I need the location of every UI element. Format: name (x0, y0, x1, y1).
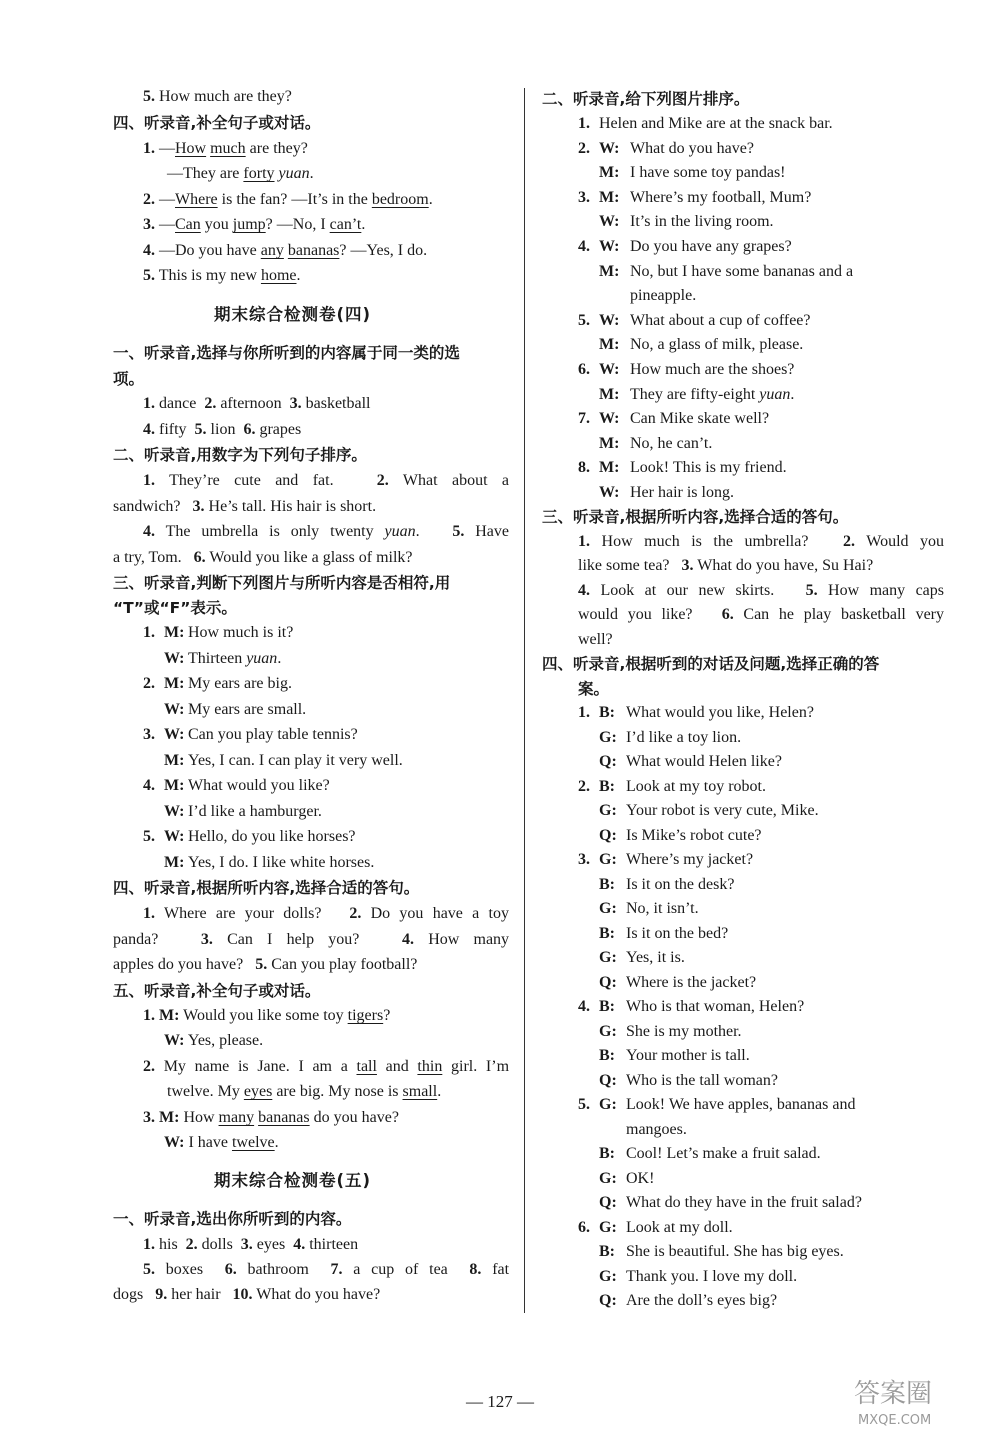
line-text: What about a cup of coffee? (630, 311, 811, 329)
answer-line: 2. —Where is the fan? —It’s in the bedroom. (143, 191, 433, 208)
dialogue-line (578, 800, 819, 822)
answer-line: like some tea? 3. What do you have, Su Hai? (578, 557, 874, 574)
speaker-label: M: (164, 853, 185, 871)
line-text: Your robot is very cute, Mike. (626, 802, 819, 819)
dialogue-line (578, 1070, 778, 1092)
section-heading: 项。 (113, 370, 145, 388)
line-text: Where is the jacket? (626, 973, 757, 991)
line-text: She is beautiful. She has big eyes. (626, 1243, 844, 1260)
speaker-label: W: (599, 484, 620, 501)
answer-line: 5. How much are they? (143, 88, 292, 105)
line-text: Her hair is long. (630, 484, 734, 501)
speaker-label: G: (599, 900, 617, 917)
speaker-label: G: (599, 1267, 617, 1285)
line-text: Look! We have apples, bananas and (626, 1096, 856, 1113)
line-text: OK! (626, 1169, 655, 1187)
dialogue-line (578, 285, 696, 307)
section-heading: “T”或“F”表示。 (113, 599, 237, 617)
speaker-label: B: (599, 998, 615, 1015)
item-number: 1. (578, 115, 590, 132)
test-title: 期末综合检测卷(五) (214, 1171, 372, 1190)
dialogue-line (143, 852, 374, 874)
dialogue-line (578, 236, 792, 258)
line-text: Helen and Mike are at the snack bar. (599, 115, 833, 132)
line-text: She is my mother. (626, 1022, 742, 1040)
answer-line: 4. fifty 5. lion 6. grapes (143, 421, 302, 438)
speaker-label: G: (599, 851, 617, 868)
line-text: pineapple. (630, 287, 697, 305)
item-number: 7. (578, 410, 590, 428)
speaker-label: M: (164, 777, 185, 794)
speaker-label: W: (164, 700, 185, 718)
speaker-label: M: (599, 164, 620, 182)
line-text: What would Helen like? (626, 753, 782, 770)
speaker-label: M: (599, 434, 620, 452)
line-text: I’d like a toy lion. (626, 728, 742, 746)
section-heading: 三、听录音,根据所听内容,选择合适的答句。 (542, 508, 849, 526)
dialogue-line (578, 947, 685, 969)
dialogue-line (143, 750, 403, 772)
answer-line: 1. —How much are they? (143, 140, 308, 157)
line-text: Can you play table tennis? (188, 726, 358, 743)
section-heading: 一、听录音,选择与你所听到的内容属于同一类的选 (113, 344, 460, 362)
dialogue-line (578, 727, 741, 749)
line-text: Yes, I can. I can play it very well. (188, 751, 403, 769)
section-heading: 二、听录音,给下列图片排序。 (542, 90, 750, 108)
line-text: No, it isn’t. (626, 900, 699, 917)
speaker-label: B: (599, 924, 615, 942)
italic-word: yuan (246, 649, 278, 667)
line-text: It’s in the living room. (630, 213, 774, 231)
italic-word: yuan (759, 385, 791, 403)
speaker-label: W: (164, 828, 185, 845)
dialogue-line (578, 482, 734, 504)
speaker-label: B: (599, 1243, 615, 1260)
dialogue-line (578, 1094, 855, 1116)
answer-line: 5. This is my new home. (143, 267, 301, 284)
answer-line: 3. M: How many bananas do you have? (143, 1109, 399, 1126)
dialogue-line (578, 1045, 750, 1067)
section-heading: 案。 (578, 680, 610, 698)
speaker-label: W: (164, 726, 185, 743)
test-title: 期末综合检测卷(四) (214, 305, 372, 324)
line-text: Are the doll’s eyes big? (626, 1292, 778, 1309)
item-number: 1. (578, 704, 590, 721)
item-number: 4. (578, 998, 590, 1015)
dialogue-line (578, 1143, 821, 1165)
dialogue-line (578, 898, 699, 920)
dialogue-line (143, 826, 356, 848)
line-text: Do you have any grapes? (630, 238, 792, 255)
answer-line: a try, Tom. 6. Would you like a glass of milk? (113, 549, 413, 566)
dialogue-line (578, 972, 756, 994)
dialogue-line (143, 724, 358, 746)
dialogue-line (578, 1290, 777, 1312)
speaker-label: W: (599, 238, 620, 255)
item-number: 5. (578, 311, 590, 329)
dialogue-line (578, 211, 774, 233)
item-number: 2. (578, 139, 590, 157)
line-text: Where’s my jacket? (626, 851, 754, 868)
line-end: . (790, 385, 795, 403)
speaker-label: W: (164, 802, 185, 820)
answer-line: dogs 9. her hair 10. What do you have? (113, 1286, 381, 1303)
answer-line: twelve. My eyes are big. My nose is small. (167, 1083, 442, 1100)
item-number: 2. (578, 777, 590, 795)
dialogue-line (578, 334, 803, 356)
line-text: My ears are small. (188, 700, 307, 718)
section-heading: 一、听录音,选出你所听到的内容。 (113, 1210, 352, 1228)
dialogue-line (578, 874, 734, 896)
dialogue-line (578, 849, 753, 871)
item-number: 5. (578, 1096, 590, 1113)
line-text: Can Mike skate well? (630, 410, 770, 428)
dialogue-line (578, 1217, 733, 1239)
dialogue-line (578, 702, 814, 724)
speaker-label: M: (164, 751, 185, 769)
answer-line: 1. How much is the umbrella? 2. Would you (578, 533, 945, 550)
speaker-label: M: (164, 675, 185, 692)
item-number: 8. (578, 459, 590, 477)
speaker-label: G: (599, 949, 617, 966)
speaker-label: Q: (599, 1071, 617, 1089)
page-number: — 127 — (466, 1392, 534, 1411)
speaker-label: B: (599, 777, 615, 795)
speaker-label: G: (599, 1169, 617, 1187)
line-text: Look at my doll. (626, 1218, 733, 1236)
item-number: 6. (578, 361, 590, 378)
dialogue-line (578, 187, 811, 209)
speaker-label: Q: (599, 753, 617, 770)
answer-line: 4. The umbrella is only twenty yuan. 5. Have (143, 523, 510, 540)
speaker-label: G: (599, 1022, 617, 1040)
column-divider (524, 88, 525, 1313)
speaker-label: B: (599, 704, 615, 721)
dialogue-line (578, 138, 754, 160)
line-text: Who is that woman, Helen? (626, 998, 805, 1015)
line-text: No, a glass of milk, please. (630, 336, 804, 354)
item-number: 5. (143, 828, 155, 845)
dialogue-line (143, 775, 330, 797)
speaker-label: M: (599, 385, 620, 403)
item-number: 3. (578, 188, 590, 206)
dialogue-line (578, 1241, 844, 1263)
answer-line: W: I have twelve. (164, 1134, 279, 1151)
line-text: How much is it? (188, 624, 294, 641)
answer-line: would you like? 6. Can he play basketball very (578, 606, 944, 623)
line-text: What do they have in the fruit salad? (626, 1194, 862, 1211)
line-text: No, but I have some bananas and a (630, 262, 854, 280)
dialogue-line (143, 648, 281, 670)
answer-line: W: Yes, please. (164, 1032, 264, 1049)
speaker-label: W: (599, 139, 620, 157)
dialogue-line (578, 1021, 742, 1043)
line-text: Thirteen (188, 649, 247, 667)
dialogue-line (578, 1119, 687, 1141)
line-text: What would you like, Helen? (626, 704, 814, 721)
line-text: What do you have? (630, 139, 754, 157)
line-text: What would you like? (188, 777, 330, 794)
line-text: mangoes. (626, 1120, 687, 1138)
watermark-logo (850, 1372, 970, 1432)
answer-line: apples do you have? 5. Can you play football? (113, 956, 418, 973)
dialogue-line (578, 384, 794, 406)
speaker-label: G: (599, 728, 617, 746)
speaker-label: G: (599, 1218, 617, 1236)
line-text: No, he can’t. (630, 434, 713, 452)
line-text: I have some toy pandas! (630, 164, 786, 182)
dialogue-line (578, 996, 804, 1018)
line-text: Is Mike’s robot cute? (626, 826, 762, 844)
answer-line: well? (578, 631, 613, 648)
line-text: Your mother is tall. (626, 1047, 750, 1064)
answer-line: 4. Look at our new skirts. 5. How many caps (578, 582, 945, 599)
answer-line: 1. Where are your dolls? 2. Do you have a toy (143, 905, 509, 922)
speaker-label: Q: (599, 1292, 617, 1309)
item-number: 4. (143, 777, 155, 794)
section-heading: 四、听录音,根据听到的对话及问题,选择正确的答 (542, 655, 880, 673)
speaker-label: W: (599, 213, 620, 231)
section-heading: 二、听录音,用数字为下列句子排序。 (113, 446, 367, 464)
speaker-label: M: (599, 336, 620, 354)
speaker-label: G: (599, 802, 617, 819)
line-text: Cool! Let’s make a fruit salad. (626, 1145, 821, 1162)
line-text: Is it on the bed? (626, 924, 729, 942)
line-text: Is it on the desk? (626, 875, 735, 893)
speaker-label: B: (599, 875, 615, 893)
dialogue-line (143, 673, 292, 695)
speaker-label: W: (164, 649, 185, 667)
answer-line: 1. dance 2. afternoon 3. basketball (143, 395, 371, 412)
speaker-label: G: (599, 1096, 617, 1113)
answer-line: 1. They’re cute and fat. 2. What about a (143, 472, 510, 489)
line-text: I’d like a hamburger. (188, 802, 322, 820)
dialogue-line (143, 801, 322, 823)
section-heading: 四、听录音,根据所听内容,选择合适的答句。 (113, 879, 420, 897)
answer-line: 5. boxes 6. bathroom 7. a cup of tea 8. fat (143, 1261, 510, 1278)
line-text: Look at my toy robot. (626, 777, 766, 795)
speaker-label: B: (599, 1047, 615, 1064)
section-heading: 五、听录音,补全句子或对话。 (113, 982, 321, 1000)
speaker-label: M: (599, 188, 620, 206)
answer-line: —They are forty yuan. (167, 165, 314, 182)
dialogue-line (578, 776, 766, 798)
dialogue-line (578, 408, 769, 430)
dialogue-line (578, 923, 728, 945)
line-text: Yes, I do. I like white horses. (188, 853, 375, 871)
dialogue-line (578, 1192, 862, 1214)
speaker-label: M: (599, 459, 620, 477)
speaker-label: W: (599, 361, 620, 378)
item-number: 3. (578, 851, 590, 868)
dialogue-line (578, 261, 853, 283)
item-number: 3. (143, 726, 155, 743)
line-end: . (277, 649, 282, 667)
speaker-label: Q: (599, 1194, 617, 1211)
speaker-label: M: (599, 262, 620, 280)
answer-line: panda? 3. Can I help you? 4. How many (113, 931, 510, 948)
dialogue-line (578, 113, 833, 135)
answer-line: sandwich? 3. He’s tall. His hair is short. (113, 498, 377, 515)
dialogue-line (578, 457, 787, 479)
dialogue-line (143, 699, 306, 721)
line-text: Who is the tall woman? (626, 1071, 778, 1089)
dialogue-line (578, 433, 712, 455)
dialogue-line (143, 622, 293, 644)
speaker-label: M: (164, 624, 185, 641)
answer-line: 1. M: Would you like some toy tigers? (143, 1007, 391, 1024)
section-heading: 四、听录音,补全句子或对话。 (113, 114, 321, 132)
speaker-label: Q: (599, 826, 617, 844)
watermark-url: MXQE.COM (858, 1413, 932, 1428)
dialogue-line (578, 1266, 797, 1288)
dialogue-line (578, 751, 782, 773)
item-number: 2. (143, 675, 155, 692)
dialogue-line (578, 1168, 654, 1190)
answer-line: 3. —Can you jump? —No, I can’t. (143, 216, 366, 233)
line-text: Hello, do you like horses? (188, 828, 356, 845)
speaker-label: B: (599, 1145, 615, 1162)
dialogue-line (578, 825, 762, 847)
item-number: 1. (143, 624, 155, 641)
speaker-label: W: (599, 311, 620, 329)
item-number: 4. (578, 238, 590, 255)
item-number: 6. (578, 1218, 590, 1236)
section-heading: 三、听录音,判断下列图片与所听内容是否相符,用 (113, 574, 451, 592)
dialogue-line (578, 310, 811, 332)
answer-line: 2. My name is Jane. I am a tall and thin girl. I’m (143, 1058, 510, 1075)
answer-line: 4. —Do you have any bananas? —Yes, I do. (143, 242, 428, 259)
line-text: Thank you. I love my doll. (626, 1267, 798, 1285)
line-text: My ears are big. (188, 675, 292, 692)
dialogue-line (578, 359, 794, 381)
answer-line: 1. his 2. dolls 3. eyes 4. thirteen (143, 1236, 359, 1253)
speaker-label: Q: (599, 973, 617, 991)
line-text: Yes, it is. (626, 949, 685, 966)
watermark-title: 答案圈 (854, 1379, 933, 1409)
dialogue-line (578, 162, 786, 184)
line-text: Where’s my football, Mum? (630, 188, 812, 206)
speaker-label: W: (599, 410, 620, 428)
line-text: They are fifty-eight (630, 385, 760, 403)
line-text: Look! This is my friend. (630, 459, 787, 477)
line-text: How much are the shoes? (630, 361, 795, 378)
